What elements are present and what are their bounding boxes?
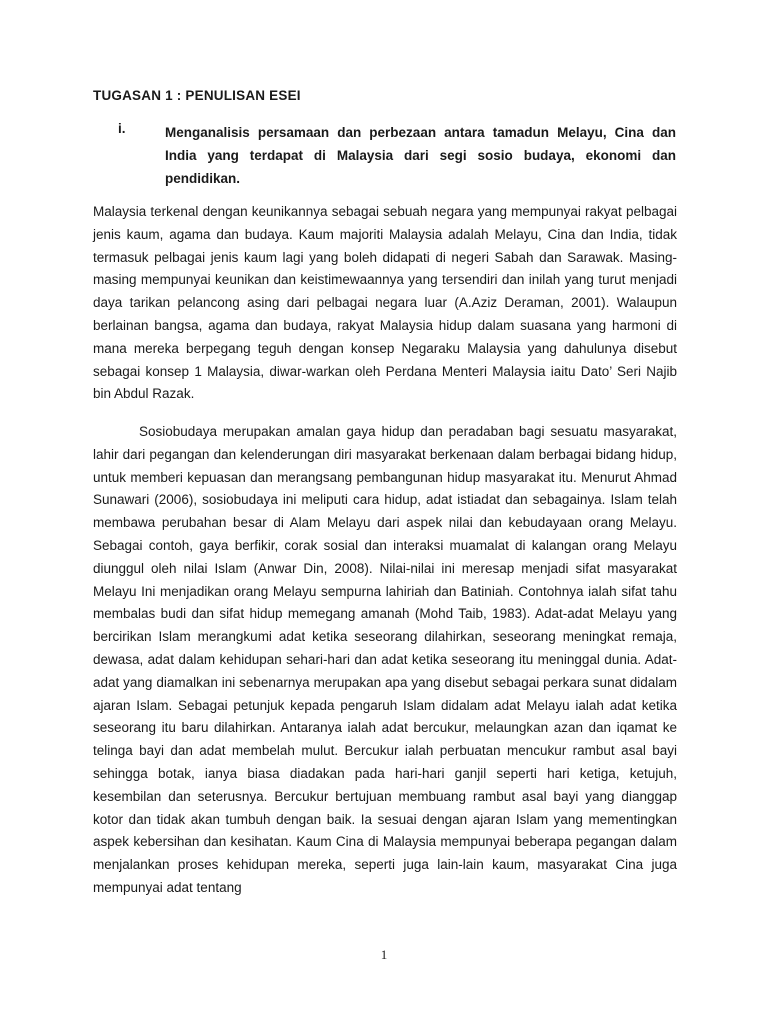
question-number: i.: [118, 121, 126, 136]
document-heading: TUGASAN 1 : PENULISAN ESEI: [93, 88, 301, 103]
paragraph-sosiobudaya: Sosiobudaya merupakan amalan gaya hidup dan peradaban bagi sesuatu masyarakat, lahir dari pegangan dan kelenderungan diri masyarakat berkenaan dalam berbagai bidang hidup, untuk memberi kepuasan dan merangsang pembangunan hidup masyarakat itu. Menurut Ahmad Sunawari (2006), sosiobudaya ini meliputi cara hidup, adat istiadat dan sebagainya. Islam telah membawa perubahan besar di Alam Melayu dari aspek nilai dan kebudayaan orang Melayu. Sebagai contoh, gaya berfikir, corak sosial dan interaksi muamalat di kalangan orang Melayu diunggul oleh nilai Islam (Anwar Din, 2008). Nilai-nilai ini meresap menjadi sifat masyarakat Melayu Ini menjadikan orang Melayu sempurna lahiriah dan Batiniah. Contohnya ialah sifat tahu membalas budi dan sifat hidup memegang amanah (Mohd Taib, 1983). Adat-adat Melayu yang bercirikan Islam merangkumi adat ketika seseorang dilahirkan, seseorang meningkat remaja, dewasa, adat dalam kehidupan sehari-hari dan adat ketika seseorang itu meninggal dunia. Adat-adat yang diamalkan ini sebenarnya merupakan apa yang disebut sebagai perkara sunat didalam ajaran Islam. Sebagai petunjuk kepada pengaruh Islam didalam adat Melayu ialah adat ketika seseorang itu baru dilahirkan. Antaranya ialah adat bercukur, melaungkan azan dan iqamat ke telinga bayi dan adat membelah mulut. Bercukur ialah perbuatan mencukur rambut asal bayi sehingga botak, ianya biasa diadakan pada hari-hari ganjil seperti hari ketiga, ketujuh, kesembilan dan seterusnya. Bercukur bertujuan membuang rambut asal bayi yang dianggap kotor dan tidak akan tumbuh dengan baik. Ia sesuai dengan ajaran Islam yang mementingkan aspek kebersihan dan kesihatan. Kaum Cina di Malaysia mempunyai beberapa pegangan dalam menjalankan proses kehidupan mereka, seperti juga lain-lain kaum, masyarakat Cina juga mempunyai adat tentang: [93, 424, 677, 895]
page-number: 1: [380, 947, 388, 962]
paragraph-intro: Malaysia terkenal dengan keunikannya sebagai sebuah negara yang mempunyai rakyat pelbagai jenis kaum, agama dan budaya. Kaum majoriti Malaysia adalah Melayu, Cina dan India, tidak termasuk pelbagai jenis kaum lagi yang boleh didapati di negeri Sabah dan Sarawak. Masing-masing mempunyai keunikan dan keistimewaannya yang tersendiri dan inilah yang turut menjadi daya tarikan pelancong asing dari pelbagai negara luar (A.Aziz Deraman, 2001). Walaupun berlainan bangsa, agama dan budaya, rakyat Malaysia hidup dalam suasana yang harmoni di mana mereka berpegang teguh dengan konsep Negaraku Malaysia yang dahulunya disebut sebagai konsep 1 Malaysia, diwar-warkan oleh Perdana Menteri Malaysia iaitu Dato’ Seri Najib bin Abdul Razak.: [93, 204, 677, 402]
question-text: Menganalisis persamaan dan perbezaan antara tamadun Melayu, Cina dan India yang terdapat di Malaysia dari segi sosio budaya, ekonomi dan pendidikan.: [165, 125, 676, 186]
